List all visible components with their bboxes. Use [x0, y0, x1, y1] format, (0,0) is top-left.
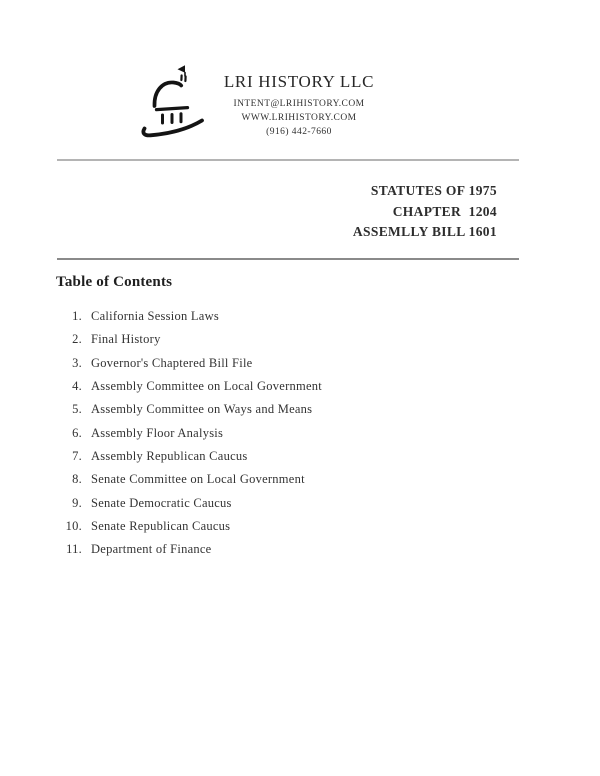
- toc-item: [56, 328, 476, 351]
- company-phone: (916) 442-7660: [266, 127, 332, 137]
- toc-item-number: 8.: [72, 472, 82, 487]
- header-divider: [57, 159, 519, 161]
- toc-item: [56, 515, 476, 538]
- toc-item: [56, 492, 476, 515]
- toc-item-number: 2.: [72, 332, 82, 347]
- toc-list: [56, 305, 476, 562]
- toc-item-label: Assembly Floor Analysis: [91, 425, 224, 440]
- toc-item-label: Senate Republican Caucus: [91, 519, 231, 534]
- toc-item-number: 7.: [72, 449, 82, 464]
- letterhead: [183, 71, 415, 139]
- toc-item-label: Senate Democratic Caucus: [91, 495, 232, 510]
- statute-chapter-line: CHAPTER 1204: [392, 203, 497, 219]
- toc-item-number: 4.: [72, 379, 82, 394]
- toc-item-label: Department of Finance: [91, 542, 212, 557]
- reference-divider: [57, 258, 519, 260]
- company-website: WWW.LRIHISTORY.COM: [241, 113, 357, 123]
- statute-bill-line: ASSEMLLY BILL 1601: [352, 224, 497, 240]
- toc-item-number: 11.: [66, 542, 82, 557]
- toc-item: [56, 468, 476, 491]
- toc-item-label: Senate Committee on Local Government: [91, 472, 305, 487]
- toc-item: [56, 375, 476, 398]
- toc-item-number: 5.: [72, 402, 82, 417]
- company-email: INTENT@LRIHISTORY.COM: [233, 99, 365, 109]
- statute-year-line: STATUTES OF 1975: [370, 183, 497, 198]
- toc-item: [56, 305, 476, 328]
- toc-item: [56, 352, 476, 375]
- toc-item-number: 10.: [65, 519, 82, 534]
- toc-item-label: Governor's Chaptered Bill File: [91, 355, 253, 370]
- toc-item-label: Final History: [91, 332, 161, 347]
- toc-item-label: California Session Laws: [91, 309, 219, 323]
- company-name: LRI HISTORY LLC: [223, 72, 375, 91]
- toc-item-number: 1.: [72, 309, 82, 323]
- toc-item-number: 3.: [72, 355, 82, 370]
- toc-item-label: Assembly Committee on Ways and Means: [91, 402, 313, 417]
- toc-item: [56, 398, 476, 421]
- toc-item: [56, 445, 476, 468]
- toc-item-label: Assembly Committee on Local Government: [91, 379, 322, 394]
- toc-item: [56, 538, 476, 561]
- toc-item-number: 9.: [72, 495, 82, 510]
- toc-item: [56, 422, 476, 445]
- statute-reference: [353, 181, 497, 243]
- toc-title: Table of Contents: [56, 274, 173, 290]
- toc-item-number: 6.: [72, 425, 82, 440]
- toc-item-label: Assembly Republican Caucus: [91, 449, 248, 464]
